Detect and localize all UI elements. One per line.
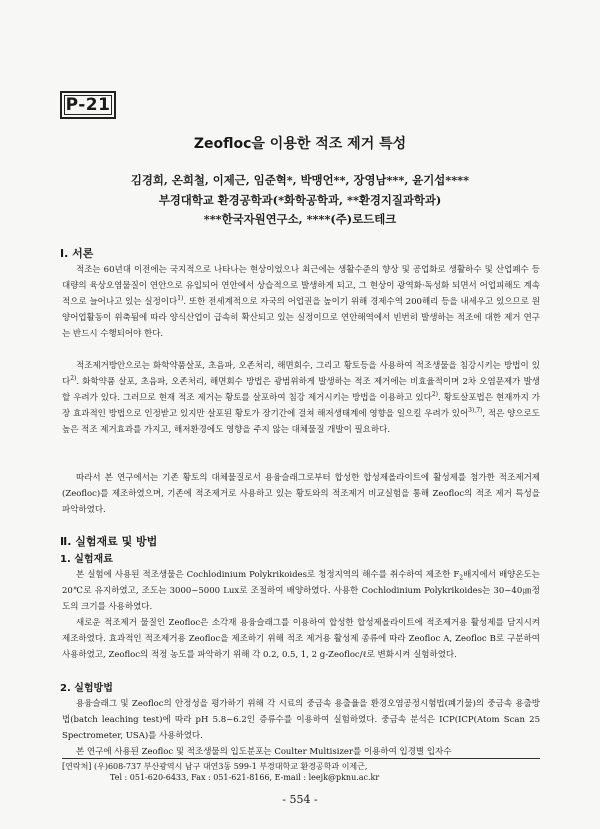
methods-paragraph-2: 본 연구에 사용된 Zeofloc 및 적조생물의 입도분포는 Coulter Multisizer를 이용하여 입경별 입자수 xyxy=(76,747,452,757)
footer-phone-email: Tel : 051-620-6433, Fax : 051-621-8166, E-mail : leejk@pknu.ac.kr xyxy=(110,773,380,782)
materials-paragraph-1: 본 실험에 사용된 적조생물은 Cochlodinium Polykrikoides로 청정지역의 해수를 취수하여 제조한 $F_2$배지에서 배양온도는 20℃로 유지하였고, 조도는 3000~5000 Lux로 조절하여 배양하였다. 사용한 Cochlodinium Polykrikoides는 30~40㎛정도의 크기를 사용하였다. xyxy=(62,570,541,612)
section1-heading: Ⅰ. 서론 xyxy=(60,247,94,260)
poster-label: P-21 xyxy=(60,91,116,119)
footer-divider xyxy=(62,758,540,759)
page-number: - 554 - xyxy=(282,793,318,806)
author-affiliation-1: 부경대학교 환경공학과(*화학공학과, **환경지질과학과) xyxy=(158,193,442,207)
subsection-materials: 1. 실험재료 xyxy=(60,554,113,565)
intro-paragraph-1: 적조는 60년대 이전에는 국지적으로 나타나는 현상이었으나 최근에는 생활수준의 향상 및 공업화로 생활하수 및 산업폐수 등 대량의 육상오염물질이 연안으로 유입되어 연안에서 상습적으로 발생하게 되고, 그 현상이 광역화·독성화 되면서 어업피해도 계속적으로 늘어나고 있는 실정이다$^{1)}$. 또한 전세계적으로 자국의 어업권을 높이기 위해 경제수역 200해리 등을 내세우고 있으므로 원양어업활동이 위축됨에 따라 양식산업이 급속히 확산되고 있는 실정이므로 연안해역에서 빈번히 발생하는 적조에 대한 제거 연구는 반드시 수행되어야 한다. xyxy=(62,265,540,339)
author-affiliation-2: ***한국자원연구소, ****(주)로드테크 xyxy=(203,212,397,226)
section2-heading: Ⅱ. 실험재료 및 방법 xyxy=(60,535,158,548)
footer-contact: [연락처] (우)608-737 부산광역시 남구 대연3동 599-1 부경대학교 환경공학과 이제근, xyxy=(62,762,368,771)
author-names: 김경희, 온희철, 이제근, 임준혁*, 박맹언**, 장영남***, 윤기섭**** xyxy=(130,173,470,187)
subsection-methods: 2. 실험방법 xyxy=(60,683,113,694)
intro-paragraph-2: 적조제거방안으로는 화학약품살포, 초음파, 오존처리, 해면회수, 그리고 황토등을 사용하여 적조생물을 침강시키는 방법이 있다$^{2)}$. 화학약품 살포, 초음파, 오존처리, 해면회수 방법은 광범위하게 발생하는 적조 제거에는 비효율적이며 2차 오염문제가 발생할 우려가 있다. 그러므로 현재 적조 제거는 황토를 살포하여 침강 제거시키는 방법을 이용하고 있다$^{2)}$. 황토살포법은 현재까지 가장 효과적인 방법으로 인정받고 있지만 살포된 황토가 장기간에 걸쳐 해저생태계에 영향을 일으킬 우려가 있어$^{3),7)}$, 적은 양으로도 높은 적조 제거효과를 가지고, 해저환경에도 영향을 주지 않는 대체물질 개발이 필요하다. xyxy=(62,361,540,435)
paper-title: Zeofloc을 이용한 적조 제거 특성 xyxy=(193,136,407,152)
materials-paragraph-2: 새로운 적조제거 물질인 Zeofloc은 소각재 용융슬래그를 이용하여 합성한 합성제올라이트에 적조제거용 활성제를 담지시켜 제조하였다. 효과적인 적조제거용 Zeofloc을 제조하기 위해 적조 제거용 활성제 종류에 따라 Zeofloc A, Zeofloc B로 구분하여 사용하였고, Zeofloc의 적정 농도를 파악하기 위해 각 0.2, 0.5, 1, 2 g-Zeofloc/ℓ로 변화시켜 실험하였다. xyxy=(62,618,540,660)
methods-paragraph-1: 용융슬래그 및 Zeofloc의 안정성을 평가하기 위해 각 시료의 중금속 용출율을 환경오염공정시험법(폐기물)의 중금속 용출방법(batch leaching test)에 따라 pH 5.8~6.2인 증류수를 이용하여 실험하였다. 중금속 분석은 ICP(ICP(Atom Scan 25 Spectrometer, USA)를 사용하였다. xyxy=(62,699,540,741)
intro-paragraph-3: 따라서 본 연구에서는 기존 황토의 대체물질로서 용융슬래그로부터 합성한 합성제올라이트에 활성제를 첨가한 적조제거제(Zeofloc)를 제조하였으며, 기존에 적조제거로 사용하고 있는 황토와의 적조제거 비교실험을 통해 Zeofloc의 적조 제거 특성을 파악하였다. xyxy=(62,473,540,515)
